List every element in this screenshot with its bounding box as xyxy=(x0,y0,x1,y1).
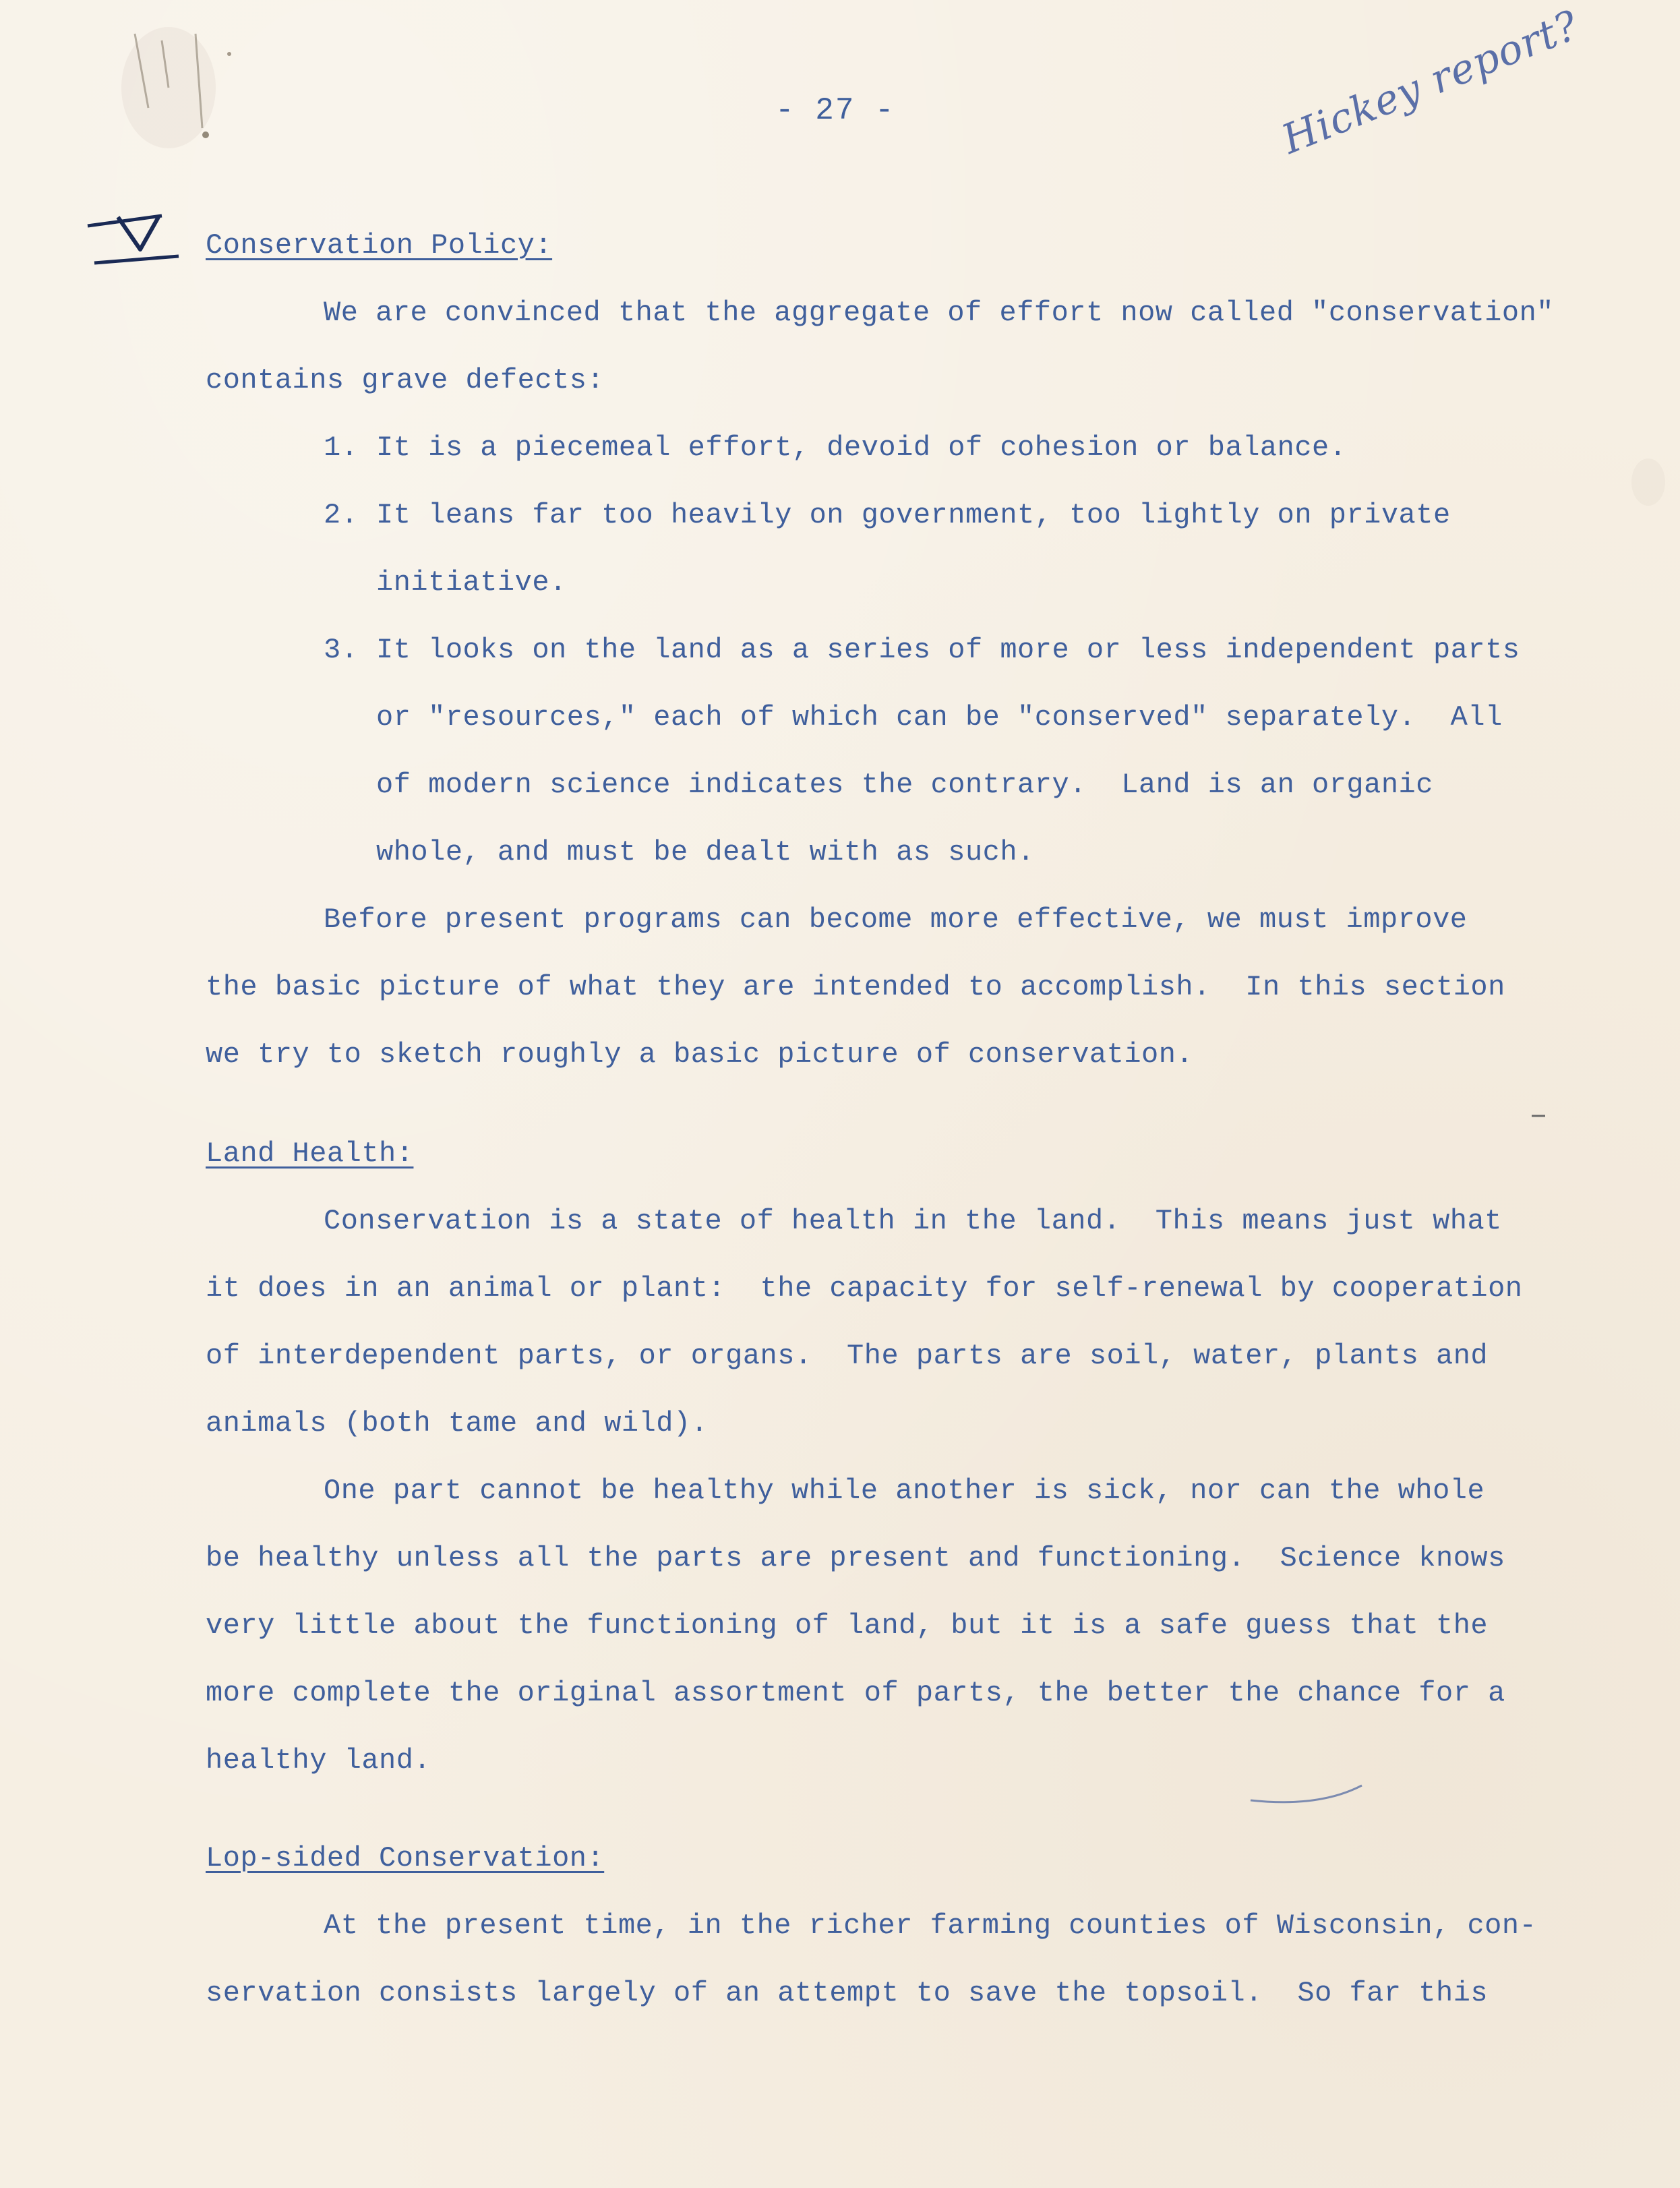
heading-land-health: Land Health: xyxy=(206,1137,414,1170)
roman-numeral-mark xyxy=(81,194,189,283)
list-item-text: It looks on the land as a series of more or less independent parts xyxy=(376,634,1520,666)
text-line: the basic picture of what they are intended to accomplish. In this section xyxy=(206,971,1505,1003)
text-line: We are convinced that the aggregate of effort now called "conservation" xyxy=(324,297,1554,329)
text-line: healthy land. xyxy=(206,1744,431,1777)
page-number: - 27 - xyxy=(775,93,895,128)
text-line: of interdependent parts, or organs. The parts are soil, water, plants and xyxy=(206,1340,1489,1372)
text-line: it does in an animal or plant: the capacity for self-renewal by cooperation xyxy=(206,1272,1523,1305)
roman-numeral-text: V xyxy=(81,194,88,206)
handwritten-note: Hickey report? xyxy=(1275,1,1586,164)
text-line: very little about the functioning of land, but it is a safe guess that the xyxy=(206,1609,1489,1642)
list-item-number: 2. xyxy=(324,499,359,531)
heading-lopsided-conservation: Lop-sided Conservation: xyxy=(206,1842,605,1874)
heading-conservation-policy: Conservation Policy: xyxy=(206,229,553,262)
text-line: contains grave defects: xyxy=(206,364,605,396)
text-line: Before present programs can become more effective, we must improve xyxy=(324,904,1468,936)
text-line: animals (both tame and wild). xyxy=(206,1407,709,1440)
list-item-text: or "resources," each of which can be "conserved" separately. All xyxy=(376,701,1503,734)
list-item-text: whole, and must be dealt with as such. xyxy=(376,836,1035,868)
text-line: more complete the original assortment of parts, the better the chance for a xyxy=(206,1677,1505,1709)
pencil-mark xyxy=(121,27,256,182)
text-line: be healthy unless all the parts are present and functioning. Science knows xyxy=(206,1542,1505,1574)
paper-smudge xyxy=(1631,459,1665,506)
list-item-text: It is a piecemeal effort, devoid of cohesion or balance. xyxy=(376,432,1347,464)
list-item-number: 1. xyxy=(324,432,359,464)
text-line: At the present time, in the richer farming counties of Wisconsin, con- xyxy=(324,1910,1537,1942)
text-line: we try to sketch roughly a basic picture of conservation. xyxy=(206,1038,1194,1071)
text-line: Conservation is a state of health in the land. This means just what xyxy=(324,1205,1502,1237)
text-line: One part cannot be healthy while another is sick, nor can the whole xyxy=(324,1475,1485,1507)
dash-mark xyxy=(1530,1113,1551,1119)
pen-stroke xyxy=(1247,1780,1369,1807)
text-line: servation consists largely of an attempt to save the topsoil. So far this xyxy=(206,1977,1489,2009)
list-item-text: of modern science indicates the contrary. Land is an organic xyxy=(376,769,1433,801)
list-item-text: initiative. xyxy=(376,566,567,599)
list-item-number: 3. xyxy=(324,634,359,666)
list-item-text: It leans far too heavily on government, too lightly on private xyxy=(376,499,1451,531)
